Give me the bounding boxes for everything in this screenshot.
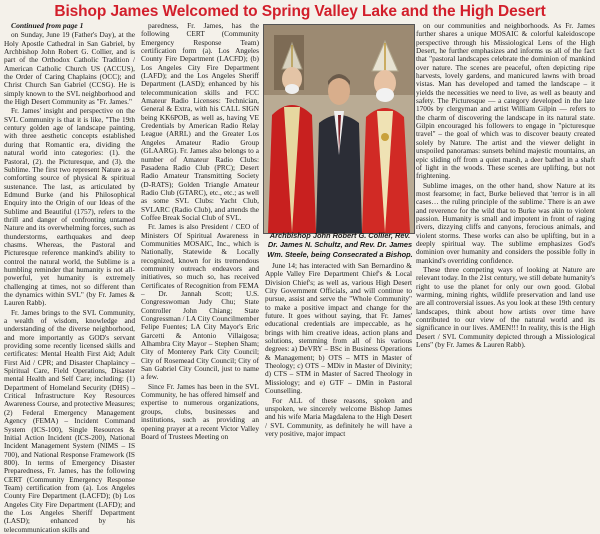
paragraph: on our communities and neighborhoods. As Fr. James further shares a unique MOSAIC & colorful kaleidoscope perspective through his Missiological Lens of the High Desert, he further emphasizes and informs us all of the fact that "pastoral landscapes celebrate the dominion of mankind over nature. The scenes are peaceful, often depicting ripe harvests, lovely gardens, and manicured lawns with broad vistas. Man has developed and tamed the landscape – it yields the necessities we need to live, as well as beauty and safety. The Picturesque — a category developed in the late 1700s by clergyman and artist William Gilpin — refers to the charm of discovering the landscape in its natural state. Gilpin encouraged his followers to engage in "picturesque travel" – the goal of which was to discover beauty created solely by Nature. The artist and the viewer delight in unspoiled panoramas: sunsets behind majestic mountains, an epic sliding off from a quiet marsh, a deer bathed in a shaft of light in the woods. These scenes are uplifting, but not frightening. [416, 21, 595, 181]
paragraph: Since Fr. James has been in the SVL Community, he has offered himself and expertise to numerous organizations, groups, clubs, businesses and institutions, such as providing an opening prayer at a recent Victor Valley Board of Trustees Meeting on [141, 381, 259, 441]
paragraph: Fr. James brings to the SVL Community, a wealth of wisdom, knowledge and understanding of the diverse neighborhood, and more importantly as GOD's servant providing some recently licensed skills and certificates: Mental Health First Aid; Adult First Aid / CPR; and Disaster Chaplaincy – Spiritual Care, Field Operations, Disaster mental Health and Self Care; including: (1) Department of Homeland Security (DHS) – Critical Infrastructure Key Resources Awareness Course, and protective Measures; (2) Federal Emergency Management Agency (FEMA) – Incident Command System (ICS-100), Single Resources & Initial Action Incident (ICS-200), National Incident Management System (NIMS – IS 700), and National Response Framework (IS 800). In terms of Emergency Disaster Preparedness, Fr. James, has the following CERT (Community Emergency Response Team) certification from (a). Los Angeles County Fire Department (LACFD); (b) Los Angeles City Fire Department (LAFD); and the Los Angeles Sheriff Department (LASD); enhanced by his telecommunication skills and [4, 307, 135, 534]
clergy-photo [263, 24, 415, 234]
paragraph: June 14; has interacted with San Bernardino & Apple Valley Fire Department Chief's & Local Division Chief's; as well as, various High Desert City Government Officials, and will continue to pursue, assist and serve the "Whole Community" to make a positive impact and change for the future. It goes without saying, that Fr. James' educational credentials are impeccable, as he brings with him creative ideas, action plans and solutions, stemming from all of his various degrees: a) DeVRY – BSc in Business Operations & Management; b) OTS – MTS in Master of Theology; c) OTS – MDiv in Master of Divinity; d) CTS – STM in Master of Sacred Theology in Missiology; and e) GTF – DMin in Pastoral Counselling. [265, 261, 412, 396]
paragraph: Sublime images, on the other hand, show Nature at its most fearsome; in fact, Burke believed that 'terror is in all cases… the ruling principle of the sublime.' There is an awe and reverence for the wild that to Burke was akin to violent passion. Humanity is small and impotent in front of raging rivers, dizzying cliffs and canyons, ferocious animals, and violent storms. These works can also be uplifting, but in a deeply spiritual way. The sublime emphasizes God's dominion over humanity and considers the possible folly in mankind's overriding confidence. [416, 180, 595, 265]
photo-caption: Archbishop John Robert G. Collier, Rev. Dr. James N. Schultz, and Rev. Dr. James Wm. Steele, being Consecrated a Bishop. [267, 231, 413, 259]
clergy-photo-illustration [264, 25, 414, 233]
paragraph: These three competing ways of looking at Nature are relevant today. In the 21st century, we still debate humanity's right to use the planet for only our own good. Global warming, mining rights, wildlife preservation and land use are all controversial issues. As you look at these 19th century landscapes, think about how artists over time have contributed to our view of the natural world and its significance in our lives. AMEN!!! In reality, this is the High Desert / SVL Community depicted through a Missiological Lens" (by Fr. James & Lauren Rabb). [416, 264, 595, 350]
continued-note: Continued from page 1 [11, 21, 84, 30]
article-column-3 [265, 262, 412, 445]
headline: Bishop James Welcomed to Spring Valley Lake and the High Desert [54, 3, 546, 20]
article-column-1 [4, 21, 135, 534]
paragraph: Fr. James' insight and perspective on the SVL Community is that it is like, "The 19th century golden age of landscape painting, with three aesthetic concepts established during that Romantic era, dividing the natural world into categories: (1). the Pastoral, (2). the Picturesque, and (3). the Sublime. The first two represent Nature as a comforting source of physical & spiritual sustenance. The last, as articulated by Edmund Burke (and his Philosophical Enquiry into the Origin of our Ideas of the Sublime and Beautiful (1757), refers to the thrill and danger of confronting untamed Nature and its overwhelming forces, such as thunderstorms, earthquakes and deep chasms. Whereas, the Pastoral and Picturesque reference mankind's ability to control the natural world, the Sublime is a humbling reminder that humanity is not all-powerful, yet humanity is extremely challenging at times, not so different than the dynamics within SVL" (by Fr. James & Lauren Rabb). [4, 106, 135, 308]
paragraph: For ALL of these reasons, spoken and unspoken, we sincerely welcome Bishop James and his wife Maria Magdalena to the High Desert / SVL Community, as definitely he will have a very positive, major impact [265, 395, 412, 438]
paragraph: on Sunday, June 19 (Father's Day), at the Holy Apostle Cathedral in San Gabriel, by Archbishop John Robert G. Collier, and is part of the Orthodox Catholic Tradition / American Catholic Church US (ACCUS), the Order of Caring Chaplains (OCC); and Christ Church San Gabriel (CCSG). He is simply known to the SVL neighborhood and the High Desert Community as "Fr. James." [4, 30, 135, 107]
article-column-2 [141, 22, 259, 445]
paragraph: Fr. James is also President / CEO of Ministers Of Spiritual Awareness in Communities MOSAIC, Inc., which is Nationally, Statewide & Locally recognized, known for its tremendous community outreach endeavors and initiatives, so much so, has received Certificates of Recognition from FEMA – Dr. Jannah Scott; U.S. Congresswoman Judy Chu; State Controller John Chiang; State Congressman / LA City Councilmember Felipe Fuentes; LA City Mayor's Eric Garcetti & Antonio Villaigosa; Alhambra City Mayor – Stephen Sham; City of Monterey Park City Council; City of Rosemead City Council; City of San Gabriel City Council, just to name a few. [141, 222, 259, 382]
article-column-4 [416, 22, 595, 445]
paragraph: paredness, Fr. James, has the following CERT (Community Emergency Response Team) certification form (a). Los Angeles County Fire Department (LACFD); (b) Los Angeles City Fire Department (LAFD); and the Los Angeles Sheriff Department (LASD); enhanced by his telecommunication skills and FCC Amateur Radio Licenses: Technician, General & Extra, with his CALL SIGN being KK6POB, as well as, having VE Credentials by American Radio Relay League (ARRL) and the Greater Los Angeles Amateur Radio Group (GLAARG). Fr. James also belongs to a number of Amateur Radio Clubs: Pasadena Radio Club (PRC); Desert Radio Amateur Transmitting Society (D-RATS); Golden Triangle Amateur Radio Club (GTARC), etc., etc.; as well as some SVL Clubs: Yacht Club, SVLARC (Radio Club), and attends the Coffee Break Social Club of SVL. [141, 21, 259, 222]
